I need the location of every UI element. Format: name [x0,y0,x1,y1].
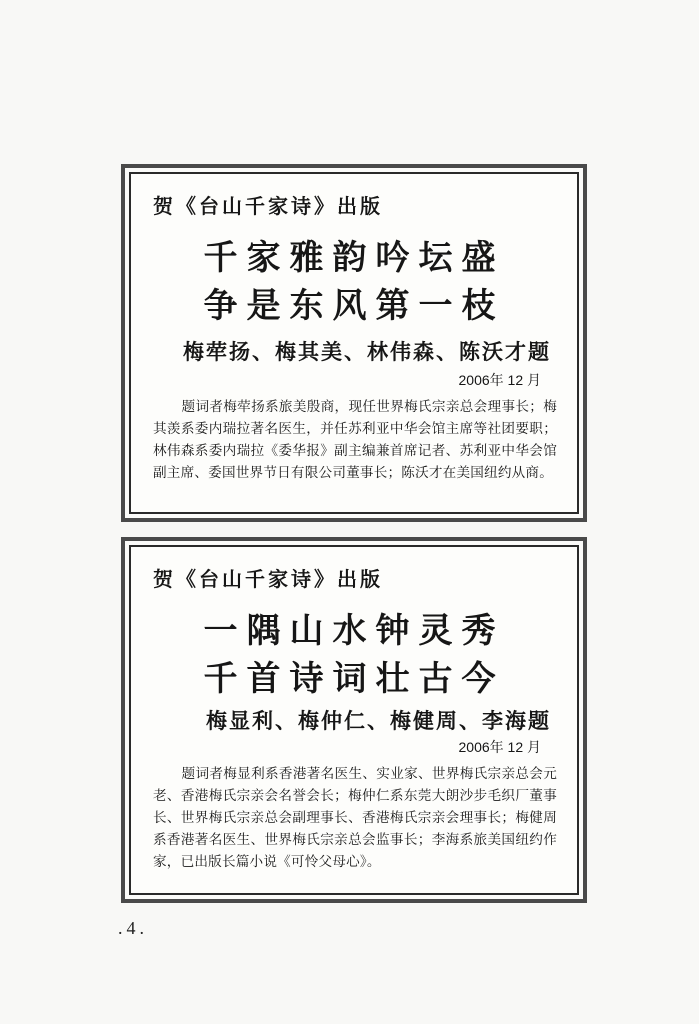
inscription-authors: 梅荦扬、梅其美、林伟森、陈沃才题 [183,339,551,364]
verse-line-1: 千家雅韵吟坛盛 [203,238,505,278]
verse-line-1: 一隅山水钟灵秀 [203,611,505,651]
inscription-date: 2006年 12 月 [458,739,541,755]
author-biography-note: 题词者梅显利系香港著名医生、实业家、世界梅氏宗亲总会元老、香港梅氏宗亲会名誉会长；梅仲仁系东莞大朗沙步毛织厂董事长、世界梅氏宗亲总会副理事长、香港梅氏宗亲会理事长；梅健周系香港著名医生、世界梅氏宗亲总会监事长；李海系旅美国纽约作家，已出版长篇小说《可怜父母心》。 [153,766,557,870]
inscription-card-1 [121,164,587,522]
congratulation-heading: 贺《台山千家诗》出版 [153,567,383,591]
inscription-card-2-inner [129,545,579,895]
inscription-authors: 梅显利、梅仲仁、梅健周、李海题 [206,708,551,733]
verse-line-2: 千首诗词壮古今 [203,659,505,699]
inscription-card-2 [121,537,587,903]
inscription-card-1-inner [129,172,579,514]
verse-line-2: 争是东风第一枝 [203,286,505,326]
page-number: .4. [118,918,148,938]
inscription-date: 2006年 12 月 [458,372,541,388]
author-biography-note: 题词者梅荦扬系旅美殷商，现任世界梅氏宗亲总会理事长；梅其羡系委内瑞拉著名医生，并任苏利亚中华会馆主席等社团要职；林伟森系委内瑞拉《委华报》副主编兼首席记者、苏利亚中华会馆副主席、委国世界节日有限公司董事长；陈沃才在美国纽约从商。 [153,399,557,481]
congratulation-heading: 贺《台山千家诗》出版 [153,194,383,218]
